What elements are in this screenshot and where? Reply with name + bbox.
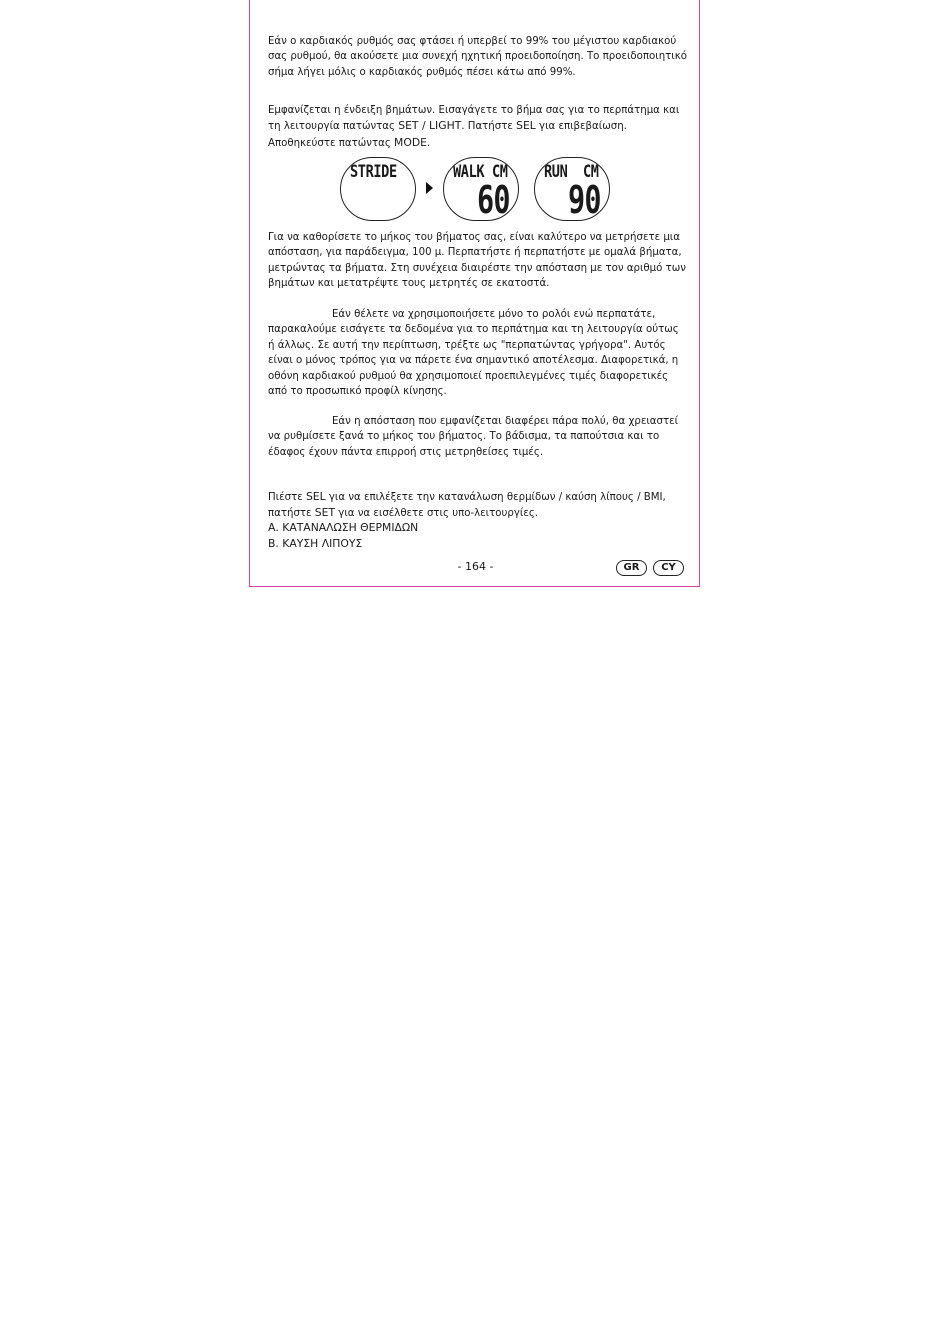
badge-gr: GR bbox=[616, 560, 647, 576]
key-mode: MODE bbox=[394, 135, 427, 149]
text-span: Εάν θέλετε να χρησιμοποιήσετε μόνο το ρολόι ενώ περπατάτε, παρακαλούμε εισάγετε τα δεδομένα για το περπάτημα και τη λειτουργία ούτως ή άλλως. Σε αυτή την περίπτωση, τρέξτε ως "περπατώντας γρήγορα". Αυτός είναι ο μόνος τρόπος για να πάρετε ένα σημαντικό αποτέλεσμα. Διαφορετικά, η οθόνη καρδιακού ρυθμού θα χρησιμοποιεί προεπιλεγμένες τιμές διαφορετικές από το προσωπικό προφίλ κίνησης. bbox=[268, 309, 679, 398]
arrow-right-icon bbox=[426, 182, 433, 194]
item-a: Α. ΚΑΤΑΝΑΛΩΣΗ ΘΕΡΜΙΔΩΝ bbox=[268, 521, 419, 534]
walk-only-paragraph bbox=[268, 307, 688, 399]
key-sel: SEL bbox=[305, 490, 326, 503]
lcd-run-value: 90 bbox=[568, 178, 601, 221]
lcd-stride bbox=[340, 157, 416, 221]
calorie-paragraph bbox=[268, 489, 688, 522]
lcd-illustrations bbox=[340, 157, 612, 223]
lcd-walk-label: WALK CM bbox=[453, 162, 508, 182]
lcd-stride-label: STRIDE bbox=[350, 162, 397, 182]
lcd-walk bbox=[443, 157, 519, 221]
text-span: . Πατήστε bbox=[461, 121, 517, 133]
lcd-run-label: RUN CM bbox=[544, 162, 599, 182]
manual-page bbox=[249, 0, 700, 587]
key-set-light: SET / LIGHT bbox=[398, 119, 462, 133]
key-sel: SEL bbox=[516, 119, 536, 133]
text-span: Πιέστε bbox=[268, 492, 306, 503]
text-span: για επιβεβαίωση. Αποθηκεύστε πατώντας bbox=[268, 121, 627, 149]
distance-paragraph bbox=[268, 414, 688, 460]
alarm-paragraph: Εάν ο καρδιακός ρυθμός σας φτάσει ή υπερβεί το 99% του μέγιστου καρδιακού σας ρυθμού, θα ακούσετε μια συνεχή ηχητική προειδοποίηση. Το προειδοποιητικό σήμα λήγει μόλις ο καρδιακός ρυθμός πέσει κάτω από 99%. bbox=[268, 36, 687, 78]
badge-cy: CY bbox=[653, 560, 684, 576]
lcd-run bbox=[534, 157, 610, 221]
item-b: Β. ΚΑΥΣΗ ΛΙΠΟΥΣ bbox=[268, 537, 363, 550]
text-span: Εμφανίζεται η ένδειξη βημάτων. Εισαγάγετε το βήμα σας για το περπάτημα και τη λειτουργία πατώντας bbox=[268, 105, 680, 133]
text-span: για να εισέλθετε στις υπο-λειτουργίες. bbox=[335, 508, 539, 520]
measure-paragraph: Για να καθορίσετε το μήκος του βήματος σας, είναι καλύτερο να μετρήσετε μια απόσταση, για παράδειγμα, 100 μ. Περπατήστε ή περπατήστε με ομαλά βήματα, μετρώντας τα βήματα. Στη συνέχεια διαιρέστε την απόσταση με τον αριθμό των βημάτων και μετατρέψτε τους μετρητές σε εκατοστά. bbox=[268, 232, 686, 290]
key-set: SET bbox=[314, 506, 336, 520]
text-span: για να επιλέξετε την κατανάλωση θερμίδων / καύση λίπους / BMI, πατήστε bbox=[268, 492, 666, 520]
lcd-walk-value: 60 bbox=[477, 178, 510, 221]
page-number: - 164 - bbox=[457, 560, 494, 573]
stride-intro-paragraph bbox=[268, 103, 688, 151]
text-span: Εάν η απόσταση που εμφανίζεται διαφέρει πάρα πολύ, θα χρειαστεί να ρυθμίσετε ξανά το μήκος του βήματος. Το βάδισμα, τα παπούτσια και το έδαφος έχουν πάντα επιρροή στις μετρηθείσες τιμές. bbox=[268, 416, 679, 458]
text-span: . bbox=[427, 137, 431, 149]
